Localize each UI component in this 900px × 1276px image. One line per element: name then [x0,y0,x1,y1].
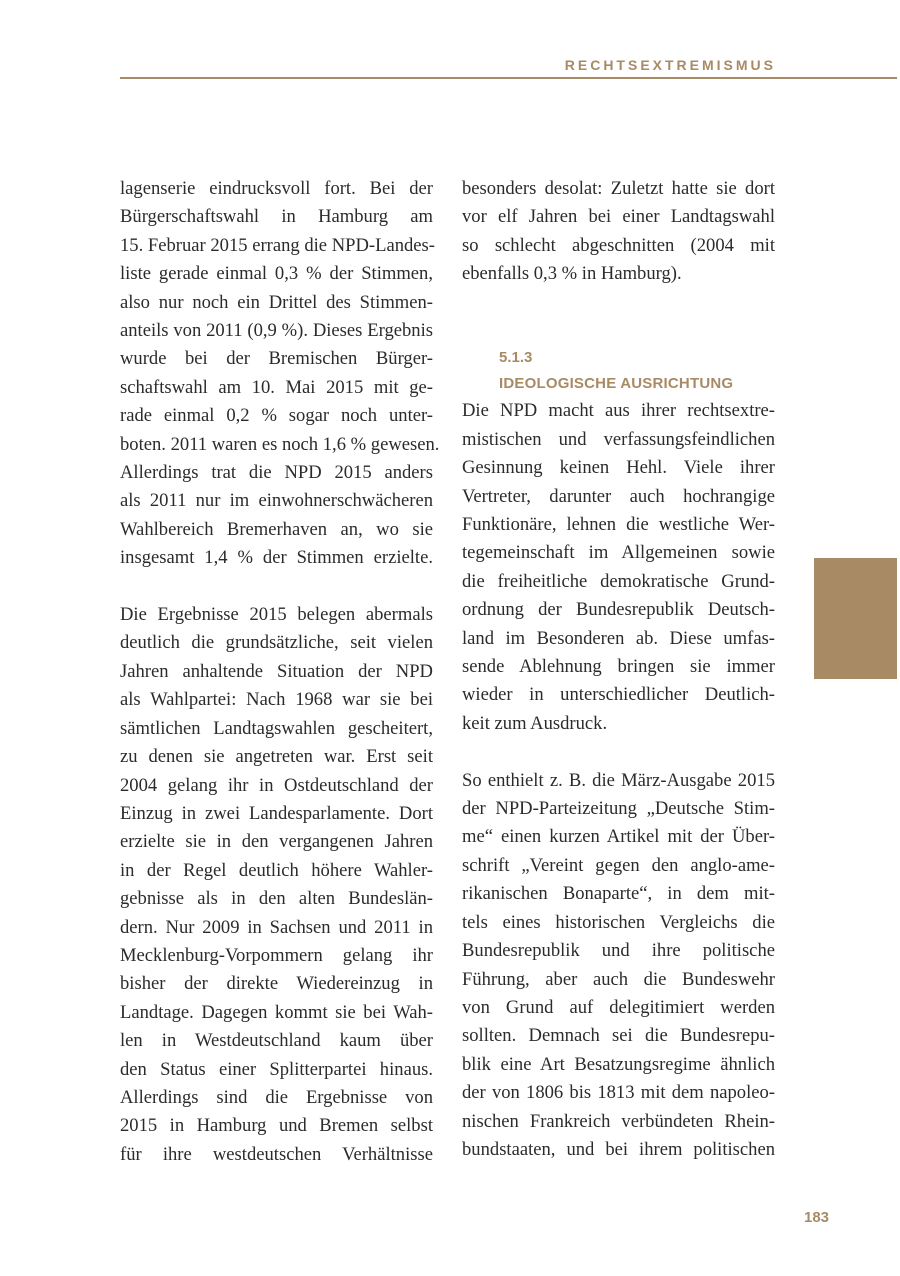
text-line: erzielte sie in den vergangenen Jahren [120,831,433,853]
text-line: so schlecht abgeschnitten (2004 mit [462,234,775,256]
text-line: ebenfalls 0,3 % in Hamburg). [462,263,682,285]
text-line: lagenserie eindrucksvoll fort. Bei der [120,178,433,199]
left-paragraph-2 [120,601,433,1169]
text-line: Einzug in zwei Landesparlamente. Dort [120,802,433,824]
left-paragraph-1 [120,175,440,573]
text-line: als Wahlpartei: Nach 1968 war sie bei [120,689,433,711]
text-line: Bundesrepublik und ihre politische [462,940,775,962]
text-line: Führung, aber auch die Bundeswehr [462,968,775,990]
text-line: rade einmal 0,2 % sogar noch unter- [120,405,433,427]
section-title: IDEOLOGISCHE AUSRICHTUNG [499,375,734,393]
text-line: Allerdings sind die Ergebnisse von [120,1086,433,1108]
text-line: bundstaaten, und bei ihrem politischen [462,1138,775,1160]
text-line: Die Ergebnisse 2015 belegen abermals [120,604,433,626]
text-line: 2015 in Hamburg und Bremen selbst [120,1115,433,1137]
paragraph-gap [462,317,775,345]
text-line: rikanischen Bonaparte“, in dem mit- [462,883,775,905]
section-heading [499,345,775,397]
paragraph-gap [462,738,775,766]
running-header-title: RECHTSEXTREMISMUS [564,57,776,73]
text-line: gebnisse als in den alten Bundeslän- [120,888,433,910]
text-line: Bürgerschaftswahl in Hamburg am [120,206,433,228]
text-line: Wahlbereich Bremerhaven an, wo sie [120,518,433,540]
text-line: tels eines historischen Vergleichs die [462,911,775,933]
text-line: zu denen sie angetreten war. Erst seit [120,746,433,768]
text-line: boten. 2011 waren es noch 1,6 % gewesen. [120,433,440,455]
text-line: keit zum Ausdruck. [462,712,608,734]
text-line: der von 1806 bis 1813 mit dem napoleo- [462,1082,775,1104]
text-line: deutlich die grundsätzliche, seit vielen [120,632,433,654]
text-line: sämtlichen Landtagswahlen gescheitert, [120,717,433,739]
text-line: bisher der direkte Wiedereinzug in [120,973,433,995]
text-line: also nur noch ein Drittel des Stimmen- [120,291,433,313]
page-number: 183 [804,1209,830,1226]
text-line: me“ einen kurzen Artikel mit der Über- [462,826,775,848]
text-line: vor elf Jahren bei einer Landtagswahl [462,206,775,228]
right-column [462,175,775,1164]
text-line: der NPD-Parteizeitung „Deutsche Stim- [462,798,775,820]
right-paragraph-3 [462,767,775,1165]
text-line: liste gerade einmal 0,3 % der Stimmen, [120,263,433,285]
text-line: tegemeinschaft im Allgemeinen sowie [462,542,775,564]
text-line: sende Ablehnung bringen sie immer [462,656,775,678]
text-line: nischen Frankreich verbündeten Rhein- [462,1110,775,1132]
text-line: in der Regel deutlich höhere Wahler- [120,859,433,881]
text-line: ordnung der Bundesrepublik Deutsch- [462,599,775,621]
text-line: schaftswahl am 10. Mai 2015 mit ge- [120,376,433,398]
text-line: die freiheitliche demokratische Grund- [462,570,775,592]
text-line: land im Besonderen ab. Diese umfas- [462,627,775,649]
text-line: wieder in unterschiedlicher Deutlich- [462,684,775,706]
section-number: 5.1.3 [499,349,533,367]
paragraph-gap [462,289,775,317]
text-line: den Status einer Splitterpartei hinaus. [120,1058,433,1080]
text-line: blik eine Art Besatzungsregime ähnlich [462,1053,775,1075]
text-line: für ihre westdeutschen Verhältnisse [120,1143,433,1165]
text-line: anteils von 2011 (0,9 %). Dieses Ergebnis [120,320,433,342]
left-column [120,175,440,1169]
text-line: Allerdings trat die NPD 2015 anders [120,462,433,484]
text-line: dern. Nur 2009 in Sachsen und 2011 in [120,916,433,938]
text-line: mistischen und verfassungsfeindlichen [462,428,775,450]
text-line: als 2011 nur im einwohnerschwächeren [120,490,433,512]
text-line: 2004 gelang ihr in Ostdeutschland der [120,774,433,796]
header-rule [120,77,897,79]
text-line: So enthielt z. B. die März-Ausgabe 2015 [462,769,775,791]
text-line: Landtage. Dagegen kommt sie bei Wah- [120,1001,433,1023]
chapter-side-tab [814,558,897,679]
text-line: schrift „Vereint gegen den anglo-ame- [462,854,775,876]
right-paragraph-1 [462,175,775,289]
text-line: len in Westdeutschland kaum über [120,1030,433,1052]
right-paragraph-2 [462,397,775,738]
text-line: Mecklenburg-Vorpommern gelang ihr [120,944,433,966]
paragraph-gap [120,573,433,601]
text-line: insgesamt 1,4 % der Stimmen erzielte. [120,547,433,569]
text-line: Gesinnung keinen Hehl. Viele ihrer [462,457,775,479]
text-line: Die NPD macht aus ihrer rechtsextre- [462,400,775,422]
text-line: besonders desolat: Zuletzt hatte sie dort [462,178,775,199]
text-line: 15. Februar 2015 errang die NPD-Landes- [120,234,435,256]
text-line: Vertreter, darunter auch hochrangige [462,485,775,507]
text-line: von Grund auf delegitimiert werden [462,996,775,1018]
text-line: wurde bei der Bremischen Bürger- [120,348,433,370]
text-line: sollten. Demnach sei die Bundesrepu- [462,1025,775,1047]
text-line: Funktionäre, lehnen die westliche Wer- [462,514,775,536]
text-line: Jahren anhaltende Situation der NPD [120,660,433,682]
